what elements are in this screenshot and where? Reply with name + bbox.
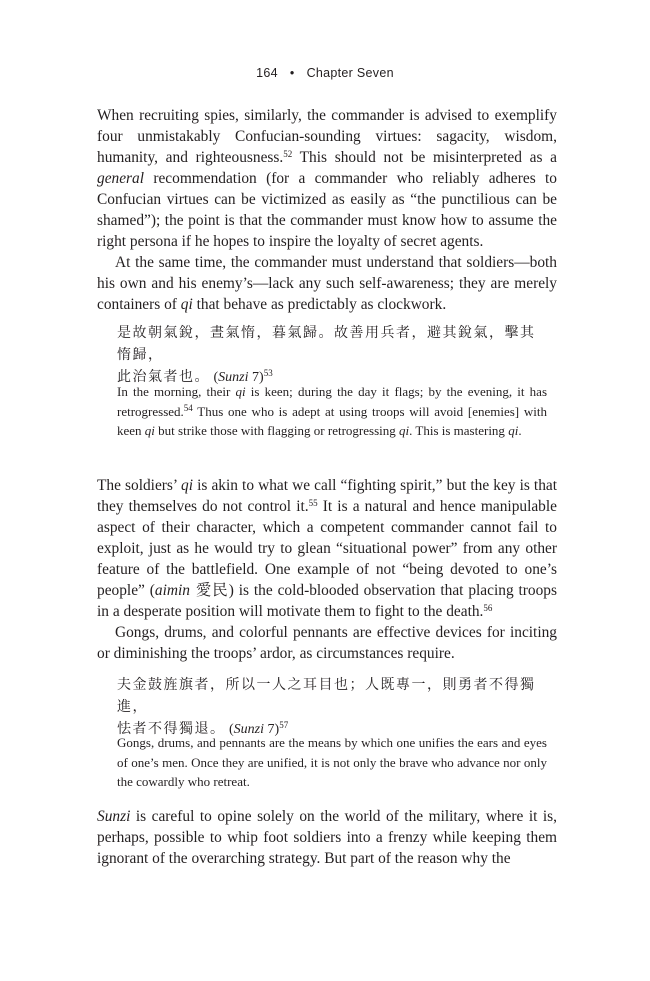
citation-text: ( xyxy=(210,370,219,385)
header-separator: • xyxy=(289,66,295,80)
italic-text: qi xyxy=(180,296,193,313)
text-span: is keen; during the day it flags; by the evening, it has retrogressed. xyxy=(117,384,548,419)
translation-1 xyxy=(117,382,547,441)
italic-text: qi xyxy=(235,384,246,399)
italic-text: Sunzi xyxy=(97,808,131,825)
text-span: is akin to what we call “fighting spirit,” but the key is that they themselves do not control it. xyxy=(97,477,558,515)
translation-2 xyxy=(117,733,547,792)
paragraph-4 xyxy=(97,622,557,664)
footnote-ref[interactable]: 54 xyxy=(183,402,193,413)
text-span: ) is the cold-blooded observation that placing troops in a desperate position will motivate them to fight to the death. xyxy=(97,582,557,620)
text-span: At the same time, the commander must understand that soldiers—both his own and his enemy’s—lack any such self-awareness; they are merely containers of xyxy=(97,254,557,313)
text-span: It is a natural and hence manipulable aspect of their character, which a competent commander cannot fail to exploit, just as he would try to glean “situational power” from any other feature of the battlefield. One example of not “being devoted to one’s people” ( xyxy=(97,498,557,599)
italic-text: qi xyxy=(508,423,519,438)
chapter-title: Chapter Seven xyxy=(306,66,394,80)
paragraph-5 xyxy=(97,806,557,869)
chinese-term: 愛民 xyxy=(189,581,229,599)
text-span: but strike those with flagging or retrogressing xyxy=(154,423,399,438)
page-number: 164 xyxy=(256,66,278,80)
paragraph-3 xyxy=(97,475,557,622)
chinese-line: 此治氣者也。 xyxy=(117,369,210,385)
italic-text: aimin xyxy=(154,582,190,599)
text-span: Thus one who is adept at using troops will avoid [enemies] with keen xyxy=(117,403,547,438)
body-text-middle xyxy=(97,475,557,664)
footnote-ref[interactable]: 55 xyxy=(308,498,318,508)
italic-text: qi xyxy=(181,477,193,494)
footnote-ref[interactable]: 57 xyxy=(279,720,289,730)
translation-text xyxy=(117,382,547,441)
translation-text: Gongs, drums, and pennants are the means by which one unifies the ears and eyes of one’s men. Once they are unified, it is not only the brave who advance nor only the cowardly who retreat. xyxy=(117,735,547,789)
text-span: This should not be misinterpreted as a xyxy=(292,149,557,166)
footnote-ref[interactable]: 53 xyxy=(263,368,273,378)
chinese-quote-1 xyxy=(117,322,547,389)
text-span: recommendation (for a commander who reliably adheres to Confucian virtues can be victimized as easily as “the punctilious can be shamed”); the point is that the commander must know how to assume the right persona if he hopes to inspire the loyalty of secret agents. xyxy=(97,170,557,250)
text-span: The soldiers’ xyxy=(97,477,181,494)
text-span: Gongs, drums, and colorful pennants are effective devices for inciting or diminishing the troops’ ardor, as circumstances require. xyxy=(97,624,557,662)
text-span: . This is mastering xyxy=(409,423,509,438)
body-text-bottom xyxy=(97,806,557,869)
citation-text: 7) xyxy=(264,722,280,737)
citation-source: Sunzi xyxy=(233,722,265,737)
running-header xyxy=(0,66,650,80)
chinese-line: 是故朝氣銳，晝氣惰，暮氣歸。故善用兵者，避其銳氣，擊其惰歸， xyxy=(117,325,536,363)
chinese-line: 夫金鼓旌旗者，所以一人之耳目也；人既專一，則勇者不得獨進， xyxy=(117,677,536,715)
body-text-top xyxy=(97,105,557,315)
paragraph-1 xyxy=(97,105,557,252)
citation-source: Sunzi xyxy=(218,370,249,385)
italic-text: qi xyxy=(144,423,155,438)
paragraph-2 xyxy=(97,252,557,315)
text-span: In the morning, their xyxy=(117,384,236,399)
chinese-quote-2 xyxy=(117,674,547,741)
footnote-ref[interactable]: 56 xyxy=(483,603,493,613)
text-span: . xyxy=(518,423,522,438)
chinese-line: 怯者不得獨退。 xyxy=(117,721,226,737)
footnote-ref[interactable]: 52 xyxy=(283,149,293,159)
text-span: that behave as predictably as clockwork. xyxy=(192,296,447,313)
italic-text: general xyxy=(97,170,145,187)
text-span: When recruiting spies, similarly, the commander is advised to exemplify four unmistakably Confucian-sounding virtues: sagacity, wisdom, humanity, and righteousness. xyxy=(97,107,557,166)
citation-text: ( xyxy=(225,722,234,737)
citation-text: 7) xyxy=(248,370,264,385)
text-span: is careful to opine solely on the world of the military, where it is, perhaps, possible to whip foot soldiers into a frenzy while keeping them ignorant of the overarching strategy. But part of the reason why the xyxy=(97,808,557,867)
italic-text: qi xyxy=(399,423,410,438)
